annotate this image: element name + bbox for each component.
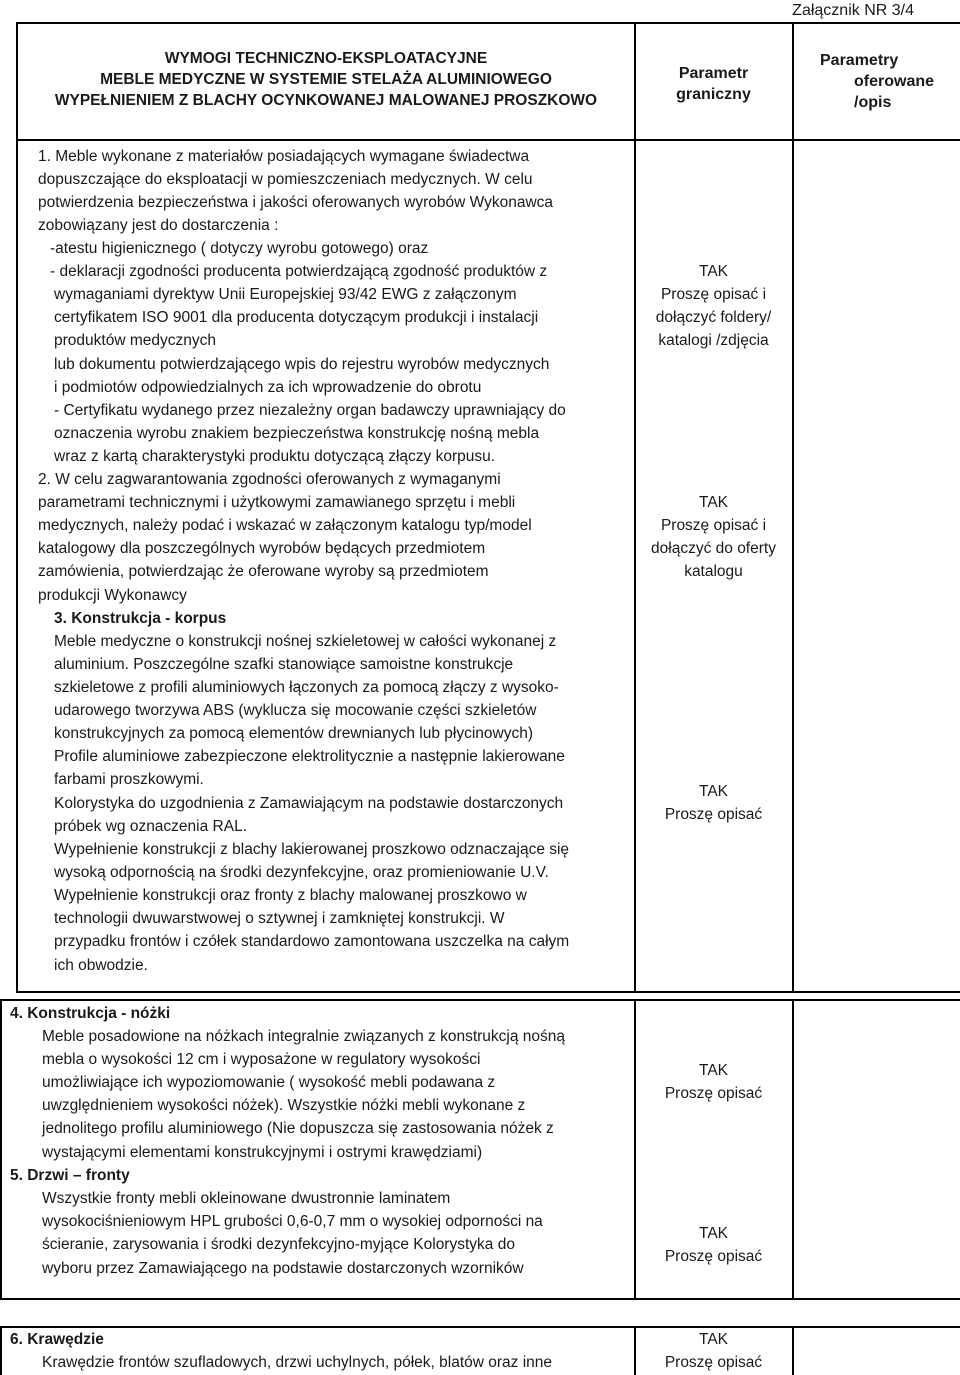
column-divider-2 [792, 22, 794, 992]
text-line: ścieranie, zarysowania i środki dezynfekcyjno-myjące Kolorystyka do [42, 1236, 515, 1253]
text-line: Wypełnienie konstrukcji z blachy lakierowanej proszkowo odznaczające się [54, 841, 570, 858]
text-line: Meble posadowione na nóżkach integralnie związanych z konstrukcją nośną [42, 1028, 566, 1045]
section-6-heading: 6. Krawędzie [10, 1331, 104, 1348]
text-line: zobowiązany jest do dostarczenia : [38, 217, 279, 234]
header-divider [16, 139, 960, 141]
text-line: potwierdzenia bezpieczeństwa i jakości oferowanych wyrobów Wykonawca [38, 194, 554, 211]
text-line: -atestu higienicznego ( dotyczy wyrobu gotowego) oraz [50, 240, 429, 257]
text-line: wysoką odpornością na środki dezynfekcyjne, oraz promieniowanie U.V. [54, 864, 549, 881]
text-line: wraz z kartą charakterystyki produktu dotyczącą złączy korpusu. [54, 448, 496, 465]
section-5-answer: TAK Proszę opisać [664, 1225, 763, 1265]
table2-border-top [0, 999, 960, 1001]
text-line: Krawędzie frontów szufladowych, drzwi uchylnych, półek, blatów oraz inne [42, 1354, 553, 1371]
table-border-bottom [16, 991, 960, 993]
attachment-label: Załącznik NR 3/4 [792, 2, 914, 19]
text-line: parametrami technicznymi i użytkowymi zamawianego sprzętu i mebli [38, 494, 516, 511]
section-3-answer: TAK Proszę opisać [664, 783, 763, 823]
text-line: udarowego tworzywa ABS (wyklucza się mocowanie części szkieletów [54, 702, 537, 719]
table3-column-divider-2 [792, 1326, 794, 1375]
text-line: uwzględnieniem wysokości nóżek). Wszystkie nóżki mebli wykonane z [42, 1097, 526, 1114]
text-line: mebla o wysokości 12 cm i wyposażone w regulatory wysokości [42, 1051, 481, 1068]
text-line: 1. Meble wykonane z materiałów posiadających wymagane świadectwa [38, 148, 530, 165]
table3-border-top [0, 1326, 960, 1328]
text-line: próbek wg oznaczenia RAL. [54, 818, 248, 835]
text-line: szkieletowe z profili aluminiowych łączonych za pomocą złączy z wysoko- [54, 679, 559, 696]
section-4-answer: TAK Proszę opisać [664, 1062, 763, 1102]
text-line: katalogowy dla poszczególnych wyrobów będących przedmiotem [38, 540, 486, 557]
text-line: przypadku frontów i czółek standardowo zamontowana uszczelka na całym [54, 933, 570, 950]
text-line: wystającymi elementami konstrukcyjnymi i ostrymi krawędziami) [42, 1144, 483, 1161]
column-header-param-limit: Parametr graniczny [676, 65, 751, 103]
document-title: WYMOGI TECHNICZNO-EKSPLOATACYJNE MEBLE MEDYCZNE W SYSTEMIE STELAŻA ALUMINIOWEGO WYPEŁNIENIEM Z BLACHY OCYNKOWANEJ MALOWANEJ PROSZKOWO [54, 50, 598, 109]
text-line: oznaczenia wyrobu znakiem bezpieczeństwa konstrukcję nośną mebla [54, 425, 540, 442]
table2-border-bottom [0, 1298, 960, 1300]
section-6-answer: TAK Proszę opisać [664, 1331, 763, 1371]
table-border-top [16, 22, 960, 24]
text-line: Meble medyczne o konstrukcji nośnej szkieletowej w całości wykonanej z [54, 633, 557, 650]
section-1-answer: TAK Proszę opisać i dołączyć foldery/ katalogi /zdjęcia [655, 263, 772, 349]
text-line: Kolorystyka do uzgodnienia z Zamawiającym na podstawie dostarczonych [54, 795, 564, 812]
text-line: produkcji Wykonawcy [38, 587, 187, 604]
text-line: wyboru przez Zamawiającego na podstawie dostarczonych wzorników [42, 1260, 524, 1277]
text-line: Wypełnienie konstrukcji oraz fronty z blachy malowanej proszkowo w [54, 887, 527, 904]
text-line: wymaganiami dyrektyw Unii Europejskiej 93/42 EWG z załączonym [54, 286, 517, 303]
text-line: certyfikatem ISO 9001 dla producenta dotyczącym produkcji i instalacji [54, 309, 539, 326]
text-line: - deklaracji zgodności producenta potwierdzającą zgodność produktów z [50, 263, 548, 280]
text-line: medycznych, należy podać i wskazać w załączonym katalogu typ/model [38, 517, 532, 534]
section-2-answer: TAK Proszę opisać i dołączyć do oferty katalogu [651, 494, 776, 580]
text-line: farbami proszkowymi. [54, 771, 204, 788]
text-line: 2. W celu zagwarantowania zgodności oferowanych z wymaganymi [38, 471, 501, 488]
text-line: technologii dwuwarstwowej o sztywnej i zamkniętej konstrukcji. W [54, 910, 505, 927]
text-line: aluminium. Poszczególne szafki stanowiące samoistne konstrukcje [54, 656, 514, 673]
text-line: zamówienia, potwierdzając że oferowane wyroby są przedmiotem [38, 563, 489, 580]
text-line: dopuszczające do eksploatacji w pomieszczeniach medycznych. W celu [38, 171, 533, 188]
table3-border-left [0, 1326, 2, 1375]
table2-column-divider-2 [792, 999, 794, 1299]
table-border-left [16, 22, 18, 992]
text-line: produktów medycznych [54, 332, 216, 349]
text-line: Profile aluminiowe zabezpieczone elektrolitycznie a następnie lakierowane [54, 748, 565, 765]
section-3-heading: 3. Konstrukcja - korpus [54, 610, 227, 627]
section-5-heading: 5. Drzwi – fronty [10, 1167, 130, 1184]
text-line: Wszystkie fronty mebli okleinowane dwustronnie laminatem [42, 1190, 451, 1207]
table2-border-left [0, 999, 2, 1299]
section-4-heading: 4. Konstrukcja - nóżki [10, 1005, 171, 1022]
text-line: lub dokumentu potwierdzającego wpis do rejestru wyrobów medycznych [54, 356, 550, 373]
column-header-offered: Parametry oferowane /opis [820, 52, 935, 111]
text-line: i podmiotów odpowiedzialnych za ich wprowadzenie do obrotu [54, 379, 482, 396]
text-line: wysokociśnieniowym HPL grubości 0,6-0,7 mm o wysokiej odporności na [42, 1213, 543, 1230]
text-line: konstrukcyjnych za pomocą elementów drewnianych lub płycinowych) [54, 725, 534, 742]
text-line: ich obwodzie. [54, 957, 148, 974]
text-line: umożliwiające ich wypoziomowanie ( wysokość mebli podawana z [42, 1074, 496, 1091]
text-line: jednolitego profilu aluminiowego (Nie dopuszcza się zastosowania nóżek z [42, 1120, 554, 1137]
text-line: - Certyfikatu wydanego przez niezależny organ badawczy uprawniający do [54, 402, 566, 419]
